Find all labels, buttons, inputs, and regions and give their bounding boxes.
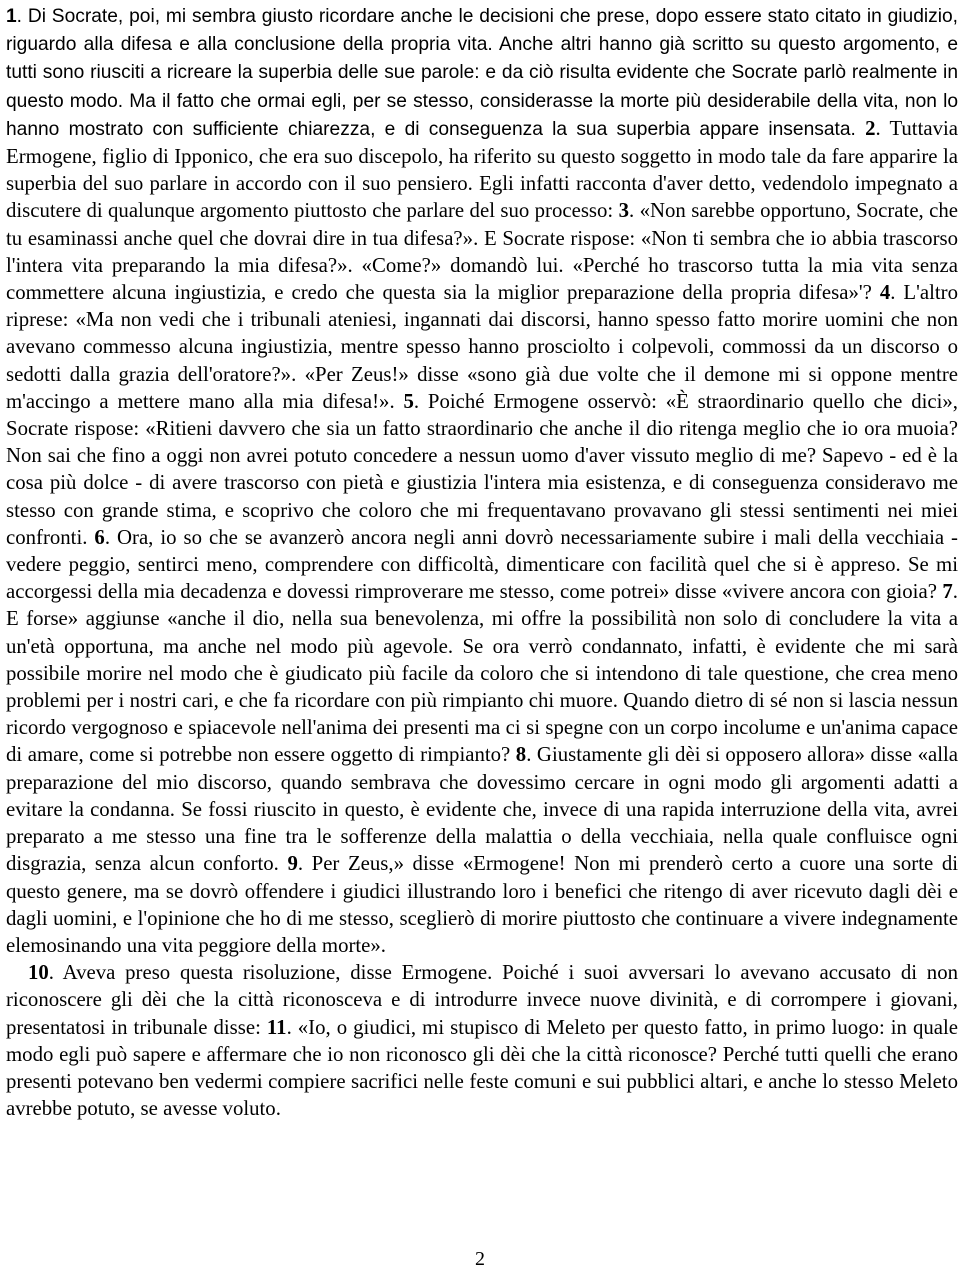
page-number: 2 xyxy=(475,1248,485,1270)
section-text-9: . Per Zeus,» disse «Ermogene! Non mi prenderò certo a cuore una sorte di questo genere, ma se dovrò offendere i giudici illustrando loro i benefici che ritengo di aver ricevuto dagli dèi e dagli uomini, e l'opinione che ho di me stesso, sceglierò di morire piuttosto che continuare a vivere indegnamente elemosinando una vita peggiore della morte». xyxy=(6,852,958,957)
paragraph-1 xyxy=(6,2,958,959)
section-text-6: . Ora, io so che se avanzerò ancora negli anni dovrò necessariamente subire i mali della vecchiaia - vedere peggio, sentirci meno, comprendere con difficoltà, dimenticare con facilità quel che si è appreso. Se mi accorgessi della mia decadenza e dovessi rimproverare me stesso, come potrei» disse «vivere ancora con gioia? xyxy=(6,525,958,604)
section-number-3: 3 xyxy=(618,199,629,223)
section-number-4: 4 xyxy=(879,281,891,305)
section-text-11: . «Io, o giudici, mi stupisco di Meleto per questo fatto, in primo luogo: in quale modo egli può sapere e affermare che io non riconosco gli dèi che la città riconosce? Perché tutti quelli che erano presenti potevano ben vedermi compiere sacrifici nelle feste comuni e sui pubblici altari, e anche lo stesso Meleto avrebbe potuto, se avesse voluto. xyxy=(6,1015,958,1121)
section-number-7: 7 xyxy=(942,580,953,604)
section-text-8: . Giustamente gli dèi si opposero allora» disse «alla preparazione del mio discorso, quando sembrava che dovessimo cercare in ogni modo gli argomenti adatti a evitare la condanna. Se fossi riuscito in questo, è evidente che, invece di una rapida interruzione della vita, avrei preparato a me stesso una fine tra le sofferenze della malattia o della vecchiaia, nella quale confluisce ogni disgrazia, senza alcun conforto. xyxy=(6,743,958,876)
section-number-6: 6 xyxy=(94,525,105,549)
section-text-2: . Tuttavia Ermogene, figlio di Ipponico, che era suo discepolo, ha riferito su questo soggetto in modo tale da fare apparire la superbia del suo parlare in accordo con il suo pensiero. Egli infatti racconta d'aver detto, vedendolo impegnato a discutere di qualunque argomento piuttosto che parlare del suo processo: xyxy=(6,116,959,223)
section-number-10: 10 xyxy=(28,961,49,985)
paragraph-2 xyxy=(6,959,958,1122)
section-number-9: 9 xyxy=(287,852,298,876)
section-number-11: 11 xyxy=(266,1015,287,1039)
section-text-1: . Di Socrate, poi, mi sembra giusto ricordare anche le decisioni che prese, dopo essere stato citato in giudizio, riguardo alla difesa e alla conclusione della propria vita. Anche altri hanno già scritto su questo argomento, e tutti sono riusciti a ricreare la superbia delle sue parole: e da ciò risulta evidente che Socrate parlò realmente in questo modo. Ma il fatto che ormai egli, per se stesso, considerasse la morte più desiderabile della vita, non lo hanno mostrato con sufficiente chiarezza, e di conseguenza la sua superbia appare insensata. xyxy=(6,6,958,140)
section-number-2: 2 xyxy=(865,116,876,140)
section-text-7: . E forse» aggiunse «anche il dio, nella sua benevolenza, mi offre la possibilità non solo di concludere la vita a un'età opportuna, ma anche nel modo più agevole. Se ora verrò condannato, infatti, è evidente che mi sarà possibile morire nel modo che è giudicato più facile da coloro che si intendono di tale questione, che crea meno problemi per i nostri cari, e che fa ricordare con più rimpianto chi muore. Quando dietro di sé non si lascia nessun ricordo vergognoso e spiacevole nell'anima dei presenti ma ci si spegne con un corpo incolume e un'anima capace di amare, come si potrebbe non essere oggetto di rimpianto? xyxy=(6,580,958,767)
section-text-10: . Aveva preso questa risoluzione, disse Ermogene. Poiché i suoi avversari lo avevano accusato di non riconoscere gli dèi che la città riconosceva e di introdurre invece nuove divinità, e di corrompere i giovani, presentatosi in tribunale disse: xyxy=(6,961,958,1039)
section-number-5: 5 xyxy=(403,389,414,413)
section-text-3: . «Non sarebbe opportuno, Socrate, che tu esaminassi anche quel che dovrai dire in tua difesa?». E Socrate rispose: «Non ti sembra che io abbia trascorso l'intera vita preparando la mia difesa?». «Come?» domandò lui. «Perché ho trascorso tutta la mia vita senza commettere alcuna ingiustizia, e credo che questa sia la miglior preparazione della propria difesa»'? xyxy=(6,199,958,305)
section-number-8: 8 xyxy=(515,743,527,767)
section-text-4: . L'altro riprese: «Ma non vedi che i tribunali ateniesi, ingannati dai discorsi, hanno spesso fatto morire uomini che non avevano commesso alcuna ingiustizia, mentre spesso hanno prosciolto i colpevoli, commossi da un discorso o sedotti dalla grazia dell'oratore?». «Per Zeus!» disse «sono già due volte che il demone mi si oppone mentre m'accingo a mettere mano alla mia difesa!». xyxy=(6,281,958,413)
section-number-1: 1 xyxy=(6,6,17,27)
section-text-5: . Poiché Ermogene osservò: «È straordinario quello che dici», Socrate rispose: «Ritieni davvero che sia un fatto straordinario che anche il dio ritenga meglio che io ora muoia? Non sai che fino a oggi non avrei potuto concedere a nessun uomo d'aver vissuto meglio di me? Sapevo - ed è la cosa più dolce - di avere trascorso con pietà e giustizia l'intera mia esistenza, e di conseguenza consideravo me stesso con grande stima, e scoprivo che coloro che mi frequentavano provavano gli stessi sentimenti nei miei confronti. xyxy=(6,389,958,549)
document-page xyxy=(6,2,958,1122)
